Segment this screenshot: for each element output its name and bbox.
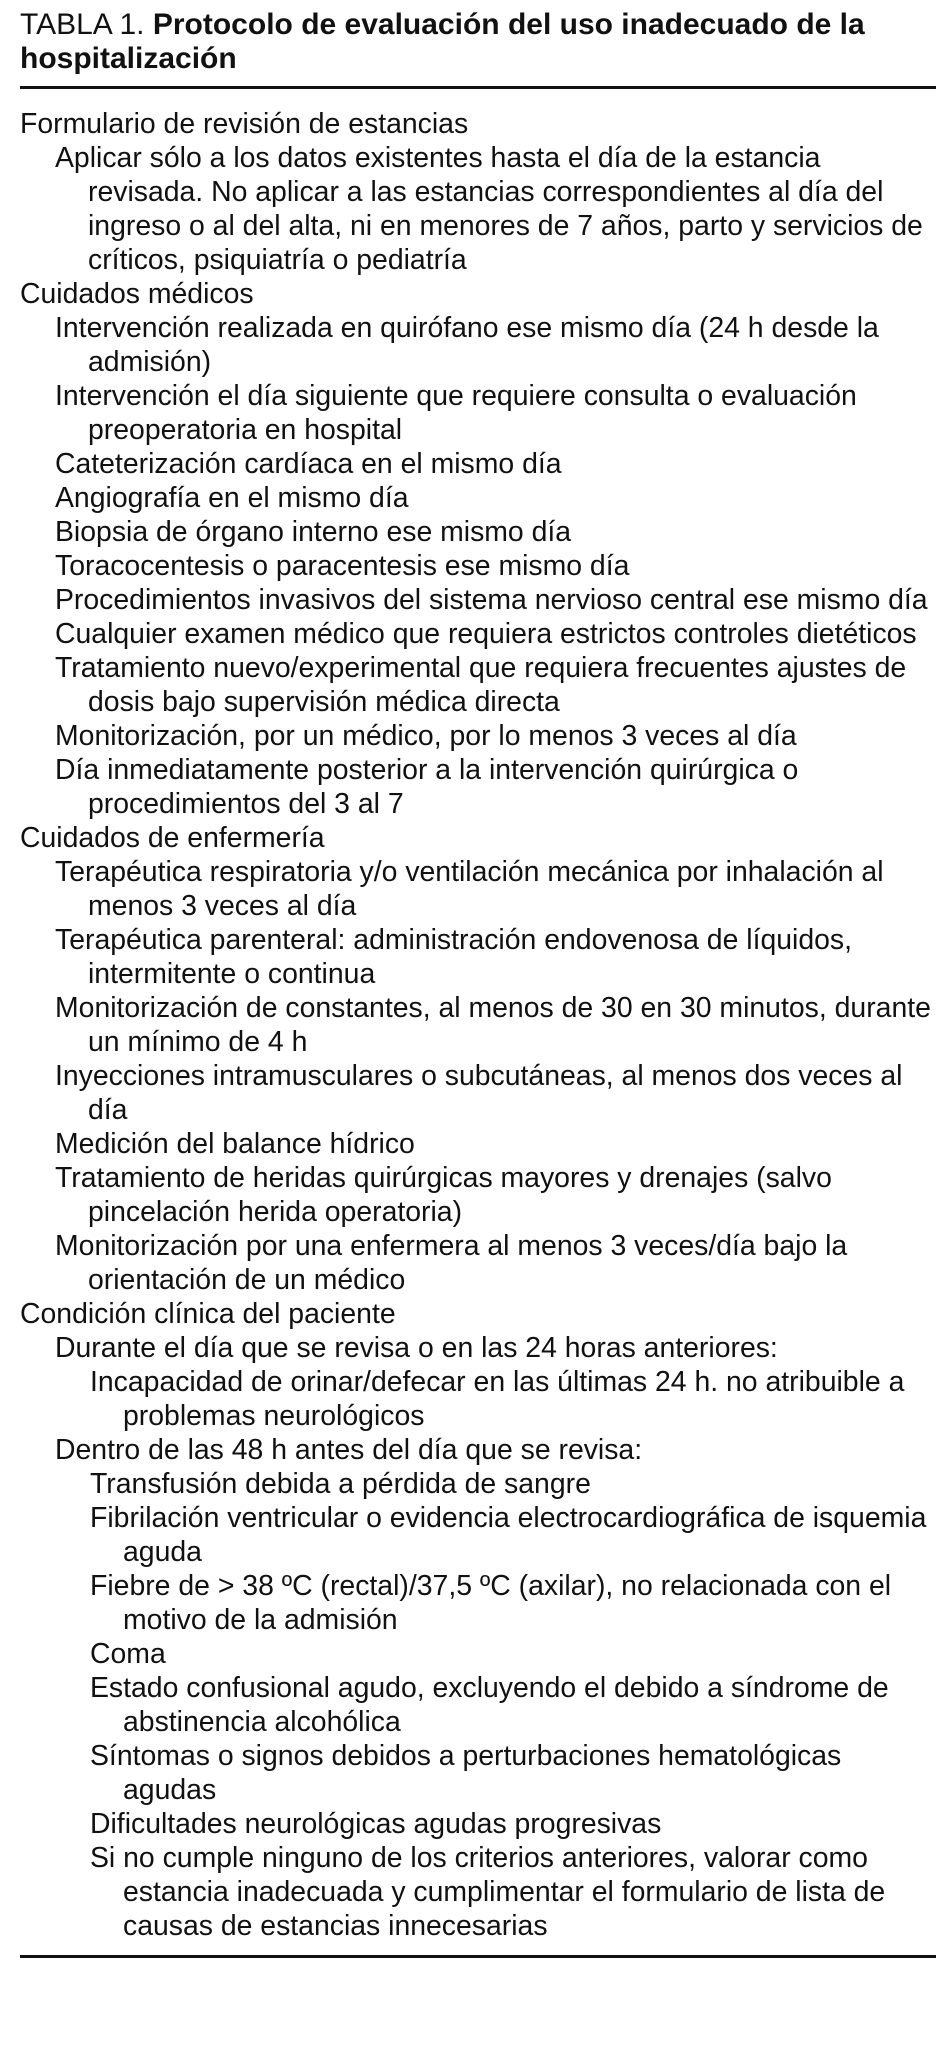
criteria-item: Terapéutica respiratoria y/o ventilación mecánica por inhalación al menos 3 veces al día (55, 856, 884, 922)
criteria-item: Coma (90, 1638, 166, 1670)
criteria-item: Terapéutica parenteral: administración endovenosa de líquidos, intermitente o continua (55, 924, 853, 990)
table-label: TABLA 1. (20, 8, 145, 41)
section-heading: Condición clínica del paciente (20, 1298, 396, 1330)
section-heading: Cuidados médicos (20, 278, 254, 310)
section-heading: Formulario de revisión de estancias (20, 108, 469, 140)
criteria-item: Cualquier examen médico que requiera estrictos controles dietéticos (55, 618, 917, 650)
criteria-item: Dentro de las 48 h antes del día que se revisa: (55, 1434, 643, 1466)
bottom-rule (20, 1955, 936, 1958)
criteria-item: Si no cumple ninguno de los criterios anteriores, valorar como estancia inadecuada y cumplimentar el formulario de lista de causas de estancias innecesarias (90, 1842, 886, 1942)
criteria-item: Día inmediatamente posterior a la intervención quirúrgica o procedimientos del 3 al 7 (55, 754, 799, 820)
criteria-item: Tratamiento de heridas quirúrgicas mayores y drenajes (salvo pincelación herida operatoria) (55, 1162, 832, 1228)
table-title: Protocolo de evaluación del uso inadecuado de la hospitalización (20, 8, 865, 75)
protocol-table (20, 8, 936, 1958)
criteria-item: Transfusión debida a pérdida de sangre (90, 1468, 591, 1500)
table-caption (20, 8, 936, 86)
criteria-item: Aplicar sólo a los datos existentes hasta el día de la estancia revisada. No aplicar a las estancias correspondientes al día del ingreso o al del alta, ni en menores de 7 años, parto y servicios de críticos, psiquiatría o pediatría (55, 142, 923, 276)
top-rule (20, 86, 936, 89)
criteria-item: Síntomas o signos debidos a perturbaciones hematológicas agudas (90, 1740, 842, 1806)
criteria-item: Inyecciones intramusculares o subcutáneas, al menos dos veces al día (55, 1060, 903, 1126)
criteria-item: Incapacidad de orinar/defecar en las últimas 24 h. no atribuible a problemas neurológicos (90, 1366, 905, 1432)
criteria-item: Procedimientos invasivos del sistema nervioso central ese mismo día (55, 584, 928, 616)
criteria-item: Intervención el día siguiente que requiere consulta o evaluación preoperatoria en hospital (55, 380, 857, 446)
criteria-item: Biopsia de órgano interno ese mismo día (55, 516, 572, 548)
criteria-item: Fiebre de > 38 ºC (rectal)/37,5 ºC (axilar), no relacionada con el motivo de la admisión (90, 1570, 892, 1636)
criteria-item: Dificultades neurológicas agudas progresivas (90, 1808, 662, 1840)
criteria-item: Tratamiento nuevo/experimental que requiera frecuentes ajustes de dosis bajo supervisión médica directa (55, 652, 907, 718)
criteria-item: Angiografía en el mismo día (55, 482, 409, 514)
table-body (20, 107, 936, 1943)
criteria-item: Estado confusional agudo, excluyendo el debido a síndrome de abstinencia alcohólica (90, 1672, 889, 1738)
section-heading: Cuidados de enfermería (20, 822, 325, 854)
criteria-item: Intervención realizada en quirófano ese mismo día (24 h desde la admisión) (55, 312, 879, 378)
criteria-item: Monitorización de constantes, al menos de 30 en 30 minutos, durante un mínimo de 4 h (55, 992, 931, 1058)
criteria-item: Monitorización, por un médico, por lo menos 3 veces al día (55, 720, 797, 752)
criteria-item: Fibrilación ventricular o evidencia electrocardiográfica de isquemia aguda (90, 1502, 927, 1568)
criteria-item: Toracocentesis o paracentesis ese mismo día (55, 550, 630, 582)
criteria-item: Medición del balance hídrico (55, 1128, 415, 1160)
criteria-item: Cateterización cardíaca en el mismo día (55, 448, 562, 480)
criteria-item: Monitorización por una enfermera al menos 3 veces/día bajo la orientación de un médico (55, 1230, 848, 1296)
criteria-item: Durante el día que se revisa o en las 24 horas anteriores: (55, 1332, 778, 1364)
